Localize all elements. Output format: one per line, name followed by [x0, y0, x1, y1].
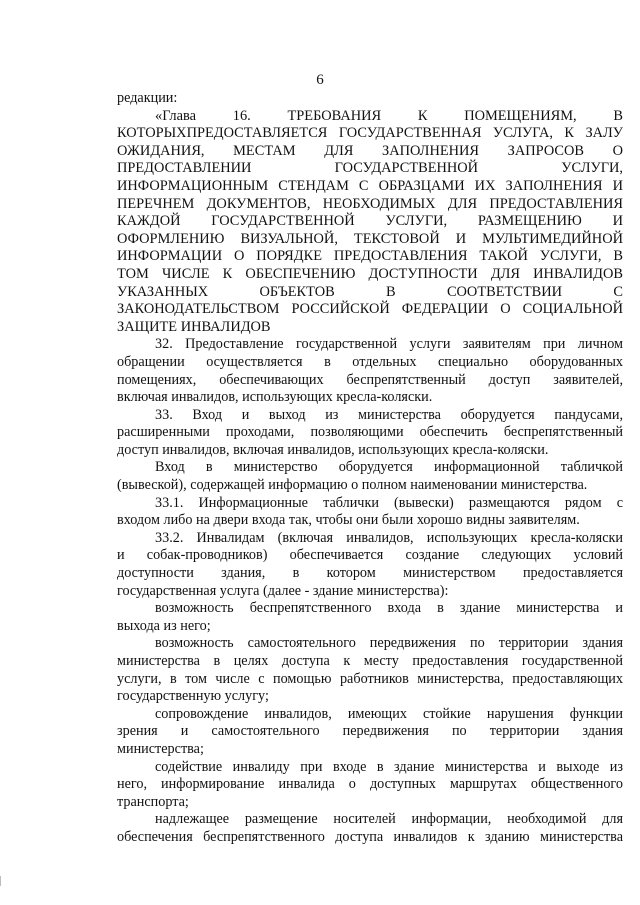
paragraph-line: 32. Предоставление государственной услуги заявителям при личном: [155, 336, 623, 353]
paragraph-line: государственная услуга (далее - здание министерства):: [117, 582, 449, 599]
paragraph-line: выхода из него;: [117, 617, 211, 634]
paragraph-line: министерства в целях доступа к месту предоставления государственной: [117, 653, 623, 669]
heading-line: КАЖДОЙ ГОСУДАРСТВЕННОЙ УСЛУГИ, РАЗМЕЩЕНИЮ И: [117, 213, 623, 230]
paragraph-line: доступ инвалидов, включая инвалидов, использующих кресла-коляски.: [117, 441, 549, 458]
paragraph-line: 33.2. Инвалидам (включая инвалидов, использующих кресла-коляски: [155, 529, 623, 546]
paragraph-line: зрения и самостоятельного передвижения по территории здания: [117, 723, 623, 740]
heading-line: ИНФОРМАЦИОННЫМ СТЕНДАМ С ОБРАЗЦАМИ ИХ ЗАПОЛНЕНИЯ И: [117, 177, 623, 194]
paragraph-line: государственную услугу;: [117, 688, 269, 705]
paragraph-line: входом либо на двери входа так, чтобы они были хорошо видны заявителям.: [117, 512, 580, 529]
heading-line: ПРЕДОСТАВЛЕНИИ ГОСУДАРСТВЕННОЙ УСЛУГИ,: [117, 160, 623, 177]
scan-edge-mark: [0, 876, 5, 886]
paragraph-line: 33.1. Информационные таблички (вывески) размещаются рядом с: [155, 494, 623, 511]
document-body: [117, 90, 623, 847]
heading-line: ЗАЩИТЕ ИНВАЛИДОВ: [117, 318, 271, 335]
list-item-information: [117, 811, 623, 846]
paragraph-33: [117, 407, 623, 460]
paragraph-line: и собак-проводников) обеспечивается создание следующих условий: [117, 547, 623, 564]
paragraph-line: него, информирование инвалида о доступных маршрутах общественного: [117, 776, 623, 793]
paragraph-line: включая инвалидов, использующих кресла-коляски.: [117, 389, 433, 406]
heading-line: КОТОРЫХПРЕДОСТАВЛЯЕТСЯ ГОСУДАРСТВЕННАЯ УСЛУГА, К ЗАЛУ: [117, 125, 623, 142]
paragraph-line: сопровождение инвалидов, имеющих стойкие нарушения функции: [155, 705, 623, 722]
heading-line: «Глава 16. ТРЕБОВАНИЯ К ПОМЕЩЕНИЯМ, В: [155, 107, 623, 124]
paragraph-entrance-sign: [117, 459, 623, 494]
paragraph-line: обращении осуществляется в отдельных специально оборудованных: [117, 353, 623, 370]
paragraph-line: возможность самостоятельного передвижения по территории здания: [155, 635, 623, 652]
heading-line: ЗАКОНОДАТЕЛЬСТВОМ РОССИЙСКОЙ ФЕДЕРАЦИИ О СОЦИАЛЬНОЙ: [117, 301, 623, 318]
list-item-entrance: [117, 600, 623, 635]
paragraph-line: (вывеской), содержащей информацию о полном наименовании министерства.: [117, 477, 588, 494]
lead-text: редакции:: [117, 90, 178, 106]
heading-line: ТОМ ЧИСЛЕ К ОБЕСПЕЧЕНИЮ ДОСТУПНОСТИ ДЛЯ ИНВАЛИДОВ: [117, 265, 623, 282]
paragraph-line: доступности здания, в котором министерством предоставляется: [117, 565, 623, 582]
paragraph-line: министерства;: [117, 740, 204, 757]
list-item-assistance: [117, 759, 623, 812]
heading-line: УКАЗАННЫХ ОБЪЕКТОВ В СООТВЕТСТВИИ С: [117, 283, 623, 300]
list-item-movement: [117, 635, 623, 705]
paragraph-32: [117, 336, 623, 406]
paragraph-line: 33. Вход и выход из министерства оборудуется пандусами,: [155, 406, 623, 423]
paragraph-line: расширенными проходами, позволяющими обеспечить беспрепятственный: [117, 424, 623, 441]
paragraph-33-2: [117, 530, 623, 600]
paragraph-line: транспорта;: [117, 793, 189, 810]
paragraph-line: содействие инвалиду при входе в здание министерства и выходе из: [155, 758, 623, 775]
heading-line: ПЕРЕЧНЕМ ДОКУМЕНТОВ, НЕОБХОДИМЫХ ДЛЯ ПРЕДОСТАВЛЕНИЯ: [117, 195, 623, 212]
paragraph-line: возможность беспрепятственного входа в здание министерства и: [155, 600, 623, 617]
page-number: 6: [316, 72, 324, 88]
paragraph-line: Вход в министерство оборудуется информационной табличкой: [155, 459, 623, 476]
heading-line: ОЖИДАНИЯ, МЕСТАМ ДЛЯ ЗАПОЛНЕНИЯ ЗАПРОСОВ О: [117, 142, 623, 159]
paragraph-line: надлежащее размещение носителей информации, необходимой для: [155, 811, 623, 828]
paragraph-line: услуги, в том числе с помощью работников министерства, предоставляющих: [117, 670, 623, 687]
paragraph-33-1: [117, 495, 623, 530]
heading-line: ИНФОРМАЦИИ О ПОРЯДКЕ ПРЕДОСТАВЛЕНИЯ ТАКОЙ УСЛУГИ, В: [117, 248, 623, 265]
chapter-heading: [117, 108, 623, 337]
paragraph-line: обеспечения беспрепятственного доступа инвалидов к зданию министерства: [117, 828, 623, 845]
list-item-escort: [117, 706, 623, 759]
heading-line: ОФОРМЛЕНИЮ ВИЗУАЛЬНОЙ, ТЕКСТОВОЙ И МУЛЬТИМЕДИЙНОЙ: [117, 230, 623, 247]
paragraph-line: помещениях, обеспечивающих беспрепятственный доступ заявителей,: [117, 371, 623, 388]
